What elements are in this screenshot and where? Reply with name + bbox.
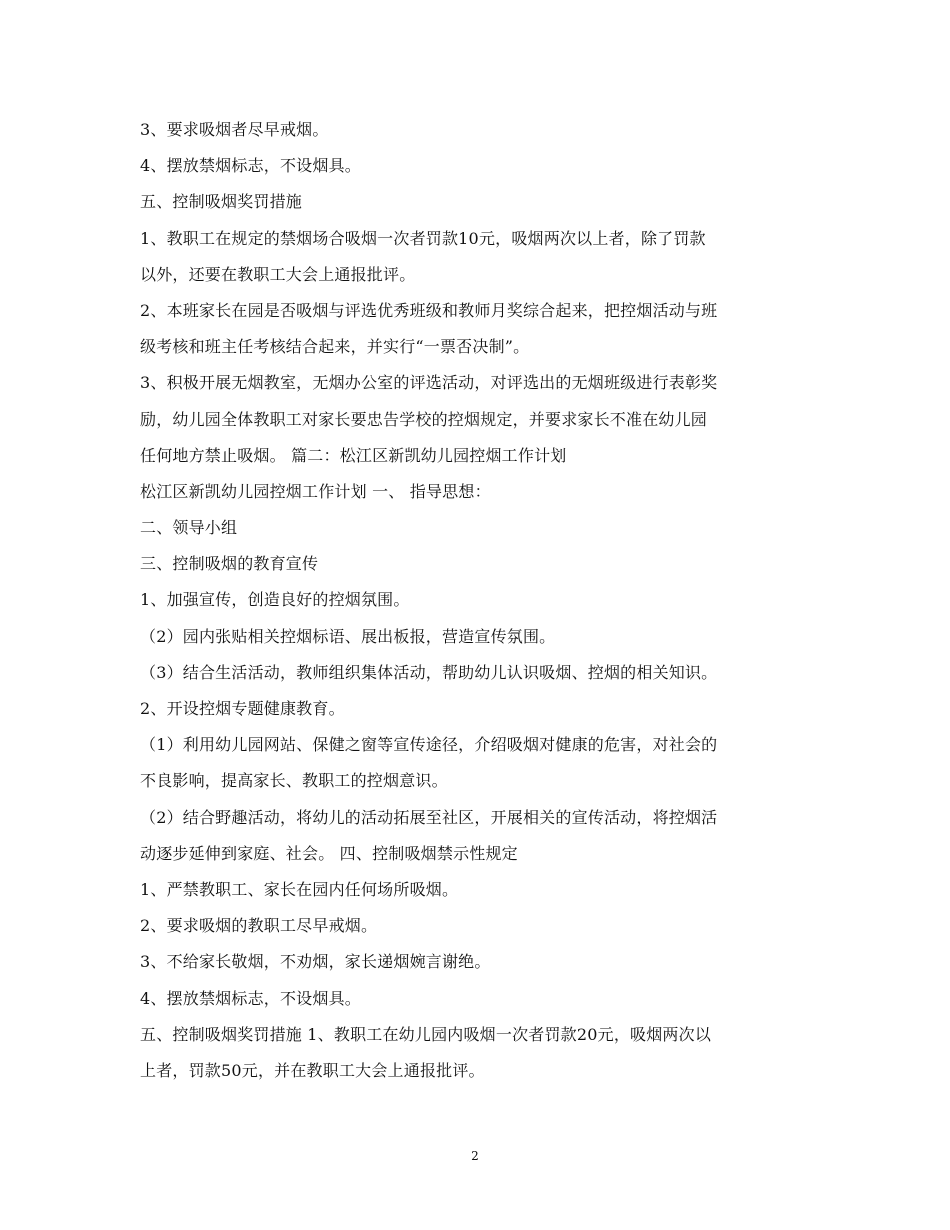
section-heading: 三、控制吸烟的教育宣传 (140, 554, 319, 574)
text-line: 4、摆放禁烟标志，不设烟具。 (140, 988, 361, 1008)
text-line: 1、教职工在规定的禁烟场合吸烟一次者罚款10元，吸烟两次以上者，除了罚款 (140, 228, 706, 248)
text-line: 任何地方禁止吸烟。 篇二：松江区新凯幼儿园控烟工作计划 (140, 445, 567, 465)
text-line: 不良影响，提高家长、教职工的控烟意识。 (140, 771, 448, 791)
text-line: 以外，还要在教职工大会上通报批评。 (140, 264, 416, 284)
section-heading: 五、控制吸烟奖罚措施 (140, 192, 303, 212)
page-number: 2 (471, 1149, 479, 1163)
text-line: （2）结合野趣活动，将幼儿的活动拓展至社区，开展相关的宣传活动，将控烟活 (140, 807, 718, 827)
text-line: 1、严禁教职工、家长在园内任何场所吸烟。 (140, 879, 459, 899)
text-line: 2、本班家长在园是否吸烟与评选优秀班级和教师月奖综合起来，把控烟活动与班 (140, 300, 718, 320)
text-line: （3）结合生活活动，教师组织集体活动，帮助幼儿认识吸烟、控烟的相关知识。 (140, 662, 718, 682)
text-line: 动逐步延伸到家庭、社会。 四、控制吸烟禁示性规定 (140, 843, 518, 863)
text-line: 3、不给家长敬烟，不劝烟，家长递烟婉言谢绝。 (140, 952, 491, 972)
text-line: 上者，罚款50元，并在教职工大会上通报批评。 (140, 1060, 485, 1080)
text-line: （2）园内张贴相关控烟标语、展出板报，营造宣传氛围。 (140, 626, 556, 646)
text-line: 3、积极开展无烟教室，无烟办公室的评选活动，对评选出的无烟班级进行表彰奖 (140, 373, 718, 393)
text-line: 五、控制吸烟奖罚措施 1、教职工在幼儿园内吸烟一次者罚款20元，吸烟两次以 (140, 1024, 712, 1044)
text-line: 1、加强宣传，创造良好的控烟氛围。 (140, 590, 410, 610)
text-line: 级考核和班主任考核结合起来，并实行“一票否决制”。 (140, 337, 530, 357)
text-line: 4、摆放禁烟标志，不设烟具。 (140, 156, 361, 176)
document-body (140, 112, 815, 1089)
section-heading: 二、领导小组 (140, 518, 238, 538)
text-line: 励，幼儿园全体教职工对家长要忠告学校的控烟规定，并要求家长不准在幼儿园 (140, 409, 708, 429)
text-line: 3、要求吸烟者尽早戒烟。 (140, 120, 329, 139)
text-line: 2、要求吸烟的教职工尽早戒烟。 (140, 916, 378, 936)
text-line: （1）利用幼儿园网站、保健之窗等宣传途径，介绍吸烟对健康的危害，对社会的 (140, 735, 718, 755)
text-line: 松江区新凯幼儿园控烟工作计划 一、 指导思想： (140, 481, 491, 501)
text-line: 2、开设控烟专题健康教育。 (140, 699, 345, 718)
